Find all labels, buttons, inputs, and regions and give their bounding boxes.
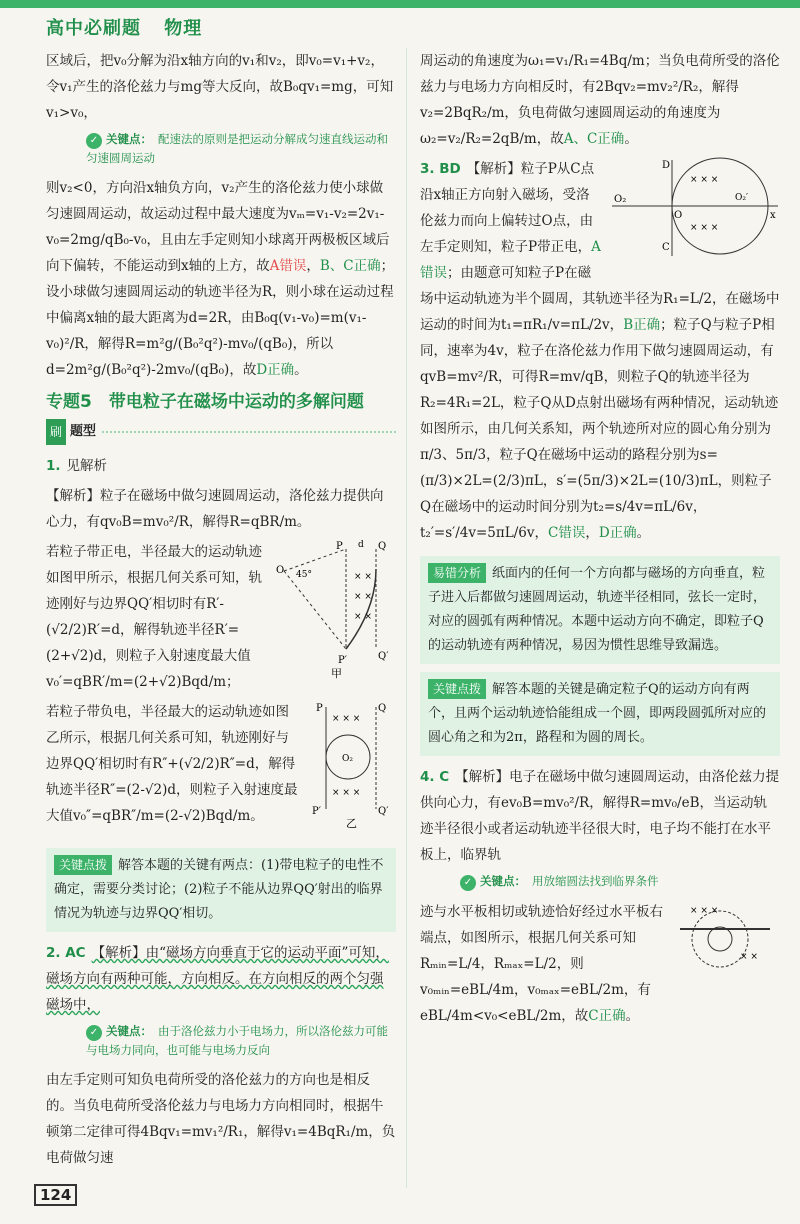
svg-text:× ×: × ×	[354, 612, 372, 622]
svg-text:O: O	[674, 210, 683, 221]
key-note-1: ✓ 关键点： 配速法的原则是把运动分解成匀速直线运动和匀速圆周运动	[46, 130, 396, 167]
svg-text:乙: 乙	[346, 817, 357, 829]
right-p1: 周运动的角速度为ω₁=v₁/R₁=4Bq/m；当负电荷所受的洛伦兹力与电场力方向相反时，有2Bqv₂=mv₂²/R₂，解得v₂=2BqR₂/m，负电荷做匀速圆周运动的角速度为ω₂=v₂/R₂=2qB/m，故A、C正确。	[420, 53, 780, 147]
svg-text:甲: 甲	[331, 667, 342, 679]
svg-text:× ×: × ×	[354, 592, 372, 602]
figure-jia	[276, 539, 396, 688]
q1-head: 1. 见解析	[46, 458, 108, 474]
svg-text:× × ×: × × ×	[332, 714, 361, 724]
svg-text:C: C	[662, 242, 670, 253]
svg-text:D: D	[662, 160, 671, 171]
key-box-1: 关键点拨 解答本题的关键有两点：(1)带电粒子的电性不确定，需要分类讨论；(2)粒子不能从边界QQ′射出的临界情况为轨迹与边界QQ′相切。	[46, 848, 396, 932]
svg-text:Q′: Q′	[378, 651, 389, 662]
svg-text:d: d	[358, 540, 364, 550]
svg-text:O₂: O₂	[614, 194, 627, 205]
svg-text:× × ×: × × ×	[690, 906, 719, 916]
svg-text:P: P	[316, 703, 323, 714]
q3-p1: 3. BD 【解析】粒子P从C点沿x轴正方向射入磁场，受洛伦兹力而向上偏转过O点，由左手定则知，粒子P带正电，A错误；由题意可知粒子P在磁场中运动轨迹为半个圆周，其轨迹半径为R₁=L/2，在磁场中运动的时间为t₁=πR₁/v=πL/2v，B正确；粒子Q与粒子P相同，速率为4v，粒子在洛伦兹力作用下做匀速圆周运动，有qvB=mv²/R，可得R=mv/qB，则粒子Q的轨迹半径为R₂=4R₁=2L，粒子Q从D点射出磁场有两种情况，运动轨迹如图所示，由几何关系知，两个轨迹所对应的圆心角分别为π/3、5π/3，粒子Q在磁场中运动的路程分别为s=(π/3)×2L=(2/3)πL，s′=(5π/3)×2L=(10/3)πL，则粒子Q在磁场中的运动时间分别为t₂=s/4v=πL/6v，t₂′=s′/4v=5πL/6v，C错误，D正确。	[420, 161, 780, 541]
subject-title: 物理	[164, 18, 203, 39]
section-subheader: 刷 题型	[46, 419, 396, 445]
q1-p2: 若粒子带正电，半径最大的运动轨迹如图甲所示，根据几何关系可知，轨迹刚好与边界QQ′相切时有R′-(√2/2)R′=d，解得轨迹半径R′=(2+√2)d，则粒子入射速度最大值v₀′=qBR′/m=(2+√2)Bqd/m；	[46, 544, 262, 690]
svg-text:× × ×: × × ×	[690, 175, 719, 185]
svg-text:P′: P′	[338, 655, 347, 666]
svg-text:Q: Q	[378, 703, 387, 714]
svg-text:Q′: Q′	[378, 806, 389, 817]
key-note-2: ✓ 关键点： 由于洛伦兹力小于电场力，所以洛伦兹力可能与电场力同向，也可能与电场力反向	[46, 1022, 396, 1059]
key-note-3: ✓ 关键点： 用放缩圆法找到临界条件	[420, 872, 780, 891]
top-bar	[0, 0, 800, 8]
svg-text:× × ×: × × ×	[690, 223, 719, 233]
svg-text:P′: P′	[312, 806, 321, 817]
svg-text:Q: Q	[378, 541, 387, 552]
svg-text:P: P	[336, 541, 343, 552]
svg-text:O₂: O₂	[342, 754, 353, 764]
svg-text:O: O	[276, 565, 285, 576]
svg-text:45°: 45°	[296, 570, 312, 580]
q4-p2: 迹与水平板相切或轨迹恰好经过水平板右端点，如图所示，根据几何关系可知Rₘᵢₙ=L/4，Rₘₐₓ=L/2，则v₀ₘᵢₙ=eBL/4m，v₀ₘₐₓ=eBL/2m，有eBL/4m<v₀<eBL/2m，故C正确。	[420, 904, 663, 1024]
left-column	[46, 48, 396, 1175]
q1-p3: 若粒子带负电，半径最大的运动轨迹如图乙所示，根据几何关系可知，轨迹刚好与边界QQ′相切时有R″+(√2/2)R″=d，解得轨迹半径R″=(2-√2)d，则粒子入射速度最大值v₀″=qBR″/m=(2-√2)Bqd/m。	[46, 704, 298, 824]
error-box: 易错分析 纸面内的任何一个方向都与磁场的方向垂直，粒子进入后都做匀速圆周运动，轨迹半径相同，弦长一定时，对应的圆弧有两种情况。本题中运动方向不确定，即粒子Q的运动轨迹有两种情况，易因为惯性思维导致漏选。	[420, 556, 780, 664]
left-p2: 则v₂<0，方向沿x轴负方向，v₂产生的洛伦兹力使小球做匀速圆周运动，故运动过程中最大速度为vₘ=v₁-v₂=2v₁-v₀=2mg/qB₀-v₀，且由左手定则知小球离开两极板区域后向下偏转，不能运动到x轴的上方，故A错误，B、C正确；设小球做匀速圆周运动的轨迹半径为R，则小球在运动过程中偏离x轴的最大距离为d=2R，由B₀q(v₁-v₀)=m(v₁-v₀)²/R，解得R=m²g/(B₀²q²)-mv₀/(qB₀)，所以d=2m²g/(B₀²q²)-2mv₀/(qB₀)，故D正确。	[46, 180, 395, 378]
right-column	[420, 48, 780, 1033]
svg-text:x: x	[770, 210, 776, 221]
svg-text:× ×: × ×	[354, 572, 372, 582]
page-header	[46, 14, 218, 40]
svg-text:× ×: × ×	[740, 952, 758, 962]
figure-q4	[680, 899, 780, 978]
key-box-2: 关键点拨 解答本题的关键是确定粒子Q的运动方向有两个，且两个运动轨迹恰能组成一个圆，即两段圆弧所对应的圆心角之和为2π，路程和为圆的周长。	[420, 672, 780, 756]
q2-p1: 2. AC 【解析】由“磁场方向垂直于它的运动平面”可知，磁场方向有两种可能，方向相反。在方向相反的两个匀强磁场中，	[46, 945, 389, 1013]
figure-q3	[610, 156, 780, 275]
q4-p1: 4. C 【解析】电子在磁场中做匀速圆周运动，由洛伦兹力提供向心力，有ev₀B=mv₀²/R，解得R=mv₀/eB，当运动轨迹半径很小或者运动轨迹半径很大时，电子均不能打在水平板上，临界轨	[420, 769, 780, 863]
svg-text:× × ×: × × ×	[332, 788, 361, 798]
svg-text:O₂′: O₂′	[735, 193, 749, 203]
book-title: 高中必刷题	[46, 18, 141, 39]
figure-yi	[306, 699, 396, 838]
q2-p2: 由左手定则可知负电荷所受的洛伦兹力的方向也是相反的。当负电荷所受洛伦兹力与电场力方向相同时，根据牛顿第二定律可得4Bqv₁=mv₁²/R₁，解得v₁=4BqR₁/m，负电荷做匀速	[46, 1072, 396, 1166]
column-divider	[406, 48, 407, 1188]
page-number: 124	[34, 1184, 77, 1206]
q1-p1: 【解析】粒子在磁场中做匀速圆周运动，洛伦兹力提供向心力，有qv₀B=mv₀²/R，解得R=qBR/m。	[46, 488, 384, 530]
left-p1: 区域后，把v₀分解为沿x轴方向的v₁和v₂，即v₀=v₁+v₂，令v₁产生的洛伦兹力与mg等大反向，故B₀qv₁=mg，可知v₁>v₀，	[46, 53, 394, 121]
section-title: 专题5 带电粒子在磁场中运动的多解问题	[46, 392, 364, 412]
